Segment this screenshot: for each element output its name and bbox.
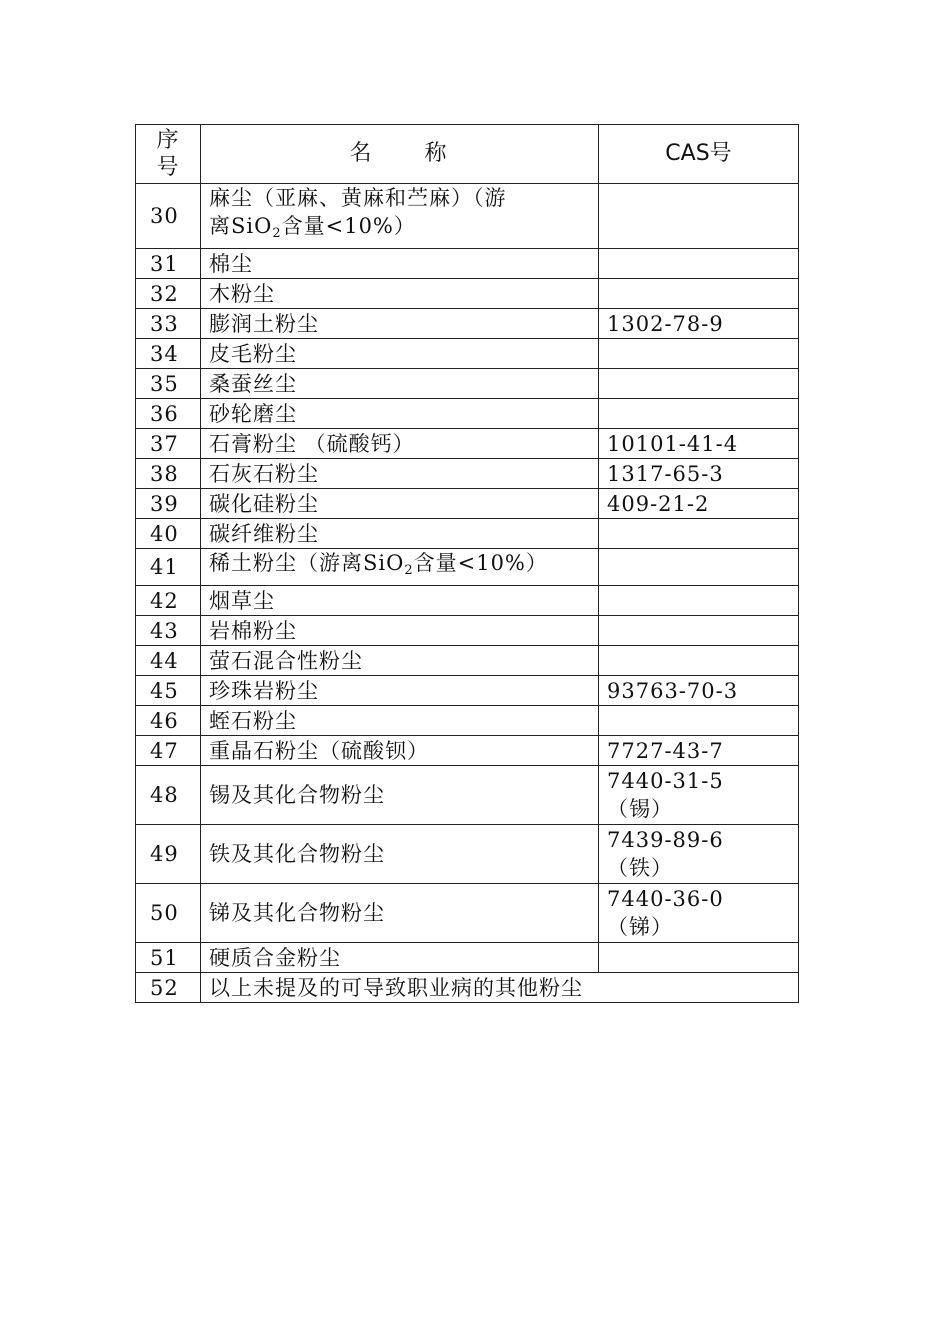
row-number: 43 — [136, 616, 201, 646]
row-name: 锑及其化合物粉尘 — [201, 884, 599, 943]
row-cas: 10101-41-4 — [599, 429, 799, 459]
row-name: 锡及其化合物粉尘 — [201, 766, 599, 825]
row-cas — [599, 943, 799, 973]
row-name: 桑蚕丝尘 — [201, 369, 599, 399]
row-number: 32 — [136, 279, 201, 309]
row-cas: 1302-78-9 — [599, 309, 799, 339]
table-row — [136, 549, 799, 586]
row-cas — [599, 646, 799, 676]
row-name: 蛭石粉尘 — [201, 706, 599, 736]
row-cas: 409-21-2 — [599, 489, 799, 519]
table-row — [136, 369, 799, 399]
row-number: 33 — [136, 309, 201, 339]
row-number: 36 — [136, 399, 201, 429]
row-name: 铁及其化合物粉尘 — [201, 825, 599, 884]
row-name: 麻尘（亚麻、黄麻和苎麻）（游 离SiO$_2$含量<10%） — [201, 184, 599, 249]
table-row — [136, 249, 799, 279]
table-row — [136, 279, 799, 309]
row-name: 石膏粉尘 （硫酸钙） — [201, 429, 599, 459]
table-row — [136, 184, 799, 249]
table-row — [136, 429, 799, 459]
row-name: 碳纤维粉尘 — [201, 519, 599, 549]
row-number: 31 — [136, 249, 201, 279]
table-row — [136, 825, 799, 884]
row-number: 42 — [136, 586, 201, 616]
row-number: 52 — [136, 973, 201, 1003]
row-cas — [599, 279, 799, 309]
row-cas — [599, 519, 799, 549]
table-row — [136, 766, 799, 825]
row-number: 38 — [136, 459, 201, 489]
row-name: 以上未提及的可导致职业病的其他粉尘 — [201, 973, 799, 1003]
row-number: 39 — [136, 489, 201, 519]
row-cas: 7727-43-7 — [599, 736, 799, 766]
row-cas: 7439-89-6 （铁） — [599, 825, 799, 884]
row-name: 硬质合金粉尘 — [201, 943, 599, 973]
row-name: 木粉尘 — [201, 279, 599, 309]
row-name: 岩棉粉尘 — [201, 616, 599, 646]
row-name: 重晶石粉尘（硫酸钡） — [201, 736, 599, 766]
row-cas — [599, 706, 799, 736]
row-cas: 7440-36-0 （锑） — [599, 884, 799, 943]
table-row — [136, 736, 799, 766]
row-number: 51 — [136, 943, 201, 973]
row-name: 萤石混合性粉尘 — [201, 646, 599, 676]
table-row — [136, 646, 799, 676]
row-number: 35 — [136, 369, 201, 399]
row-name: 棉尘 — [201, 249, 599, 279]
table-row — [136, 616, 799, 646]
row-name: 膨润土粉尘 — [201, 309, 599, 339]
table-row — [136, 706, 799, 736]
table-row — [136, 339, 799, 369]
row-cas — [599, 339, 799, 369]
row-cas: 93763-70-3 — [599, 676, 799, 706]
row-name: 石灰石粉尘 — [201, 459, 599, 489]
row-number: 44 — [136, 646, 201, 676]
row-number: 37 — [136, 429, 201, 459]
dust-table — [135, 124, 799, 1003]
table-row — [136, 399, 799, 429]
row-cas: 1317-65-3 — [599, 459, 799, 489]
row-cas — [599, 616, 799, 646]
row-name: 珍珠岩粉尘 — [201, 676, 599, 706]
table-row — [136, 309, 799, 339]
table-row — [136, 459, 799, 489]
row-number: 48 — [136, 766, 201, 825]
table-row — [136, 943, 799, 973]
header-serial-number: 序 号 — [136, 125, 201, 184]
row-cas — [599, 549, 799, 586]
row-name: 皮毛粉尘 — [201, 339, 599, 369]
row-cas — [599, 184, 799, 249]
row-number: 50 — [136, 884, 201, 943]
row-number: 45 — [136, 676, 201, 706]
row-cas: 7440-31-5 （锡） — [599, 766, 799, 825]
row-cas — [599, 586, 799, 616]
table-row — [136, 884, 799, 943]
row-cas — [599, 249, 799, 279]
table-row — [136, 519, 799, 549]
row-number: 30 — [136, 184, 201, 249]
row-number: 40 — [136, 519, 201, 549]
row-name: 碳化硅粉尘 — [201, 489, 599, 519]
row-cas — [599, 369, 799, 399]
table-row — [136, 676, 799, 706]
row-name: 烟草尘 — [201, 586, 599, 616]
row-number: 47 — [136, 736, 201, 766]
table-row — [136, 586, 799, 616]
table-row — [136, 973, 799, 1003]
row-number: 34 — [136, 339, 201, 369]
header-name: 名 称 — [201, 125, 599, 184]
row-name: 稀土粉尘（游离SiO$_2$含量<10%） — [201, 549, 599, 586]
row-number: 46 — [136, 706, 201, 736]
row-cas — [599, 399, 799, 429]
row-number: 49 — [136, 825, 201, 884]
row-name: 砂轮磨尘 — [201, 399, 599, 429]
row-number: 41 — [136, 549, 201, 586]
header-cas-number: CAS号 — [599, 125, 799, 184]
table-row — [136, 489, 799, 519]
table-header-row — [136, 125, 799, 184]
